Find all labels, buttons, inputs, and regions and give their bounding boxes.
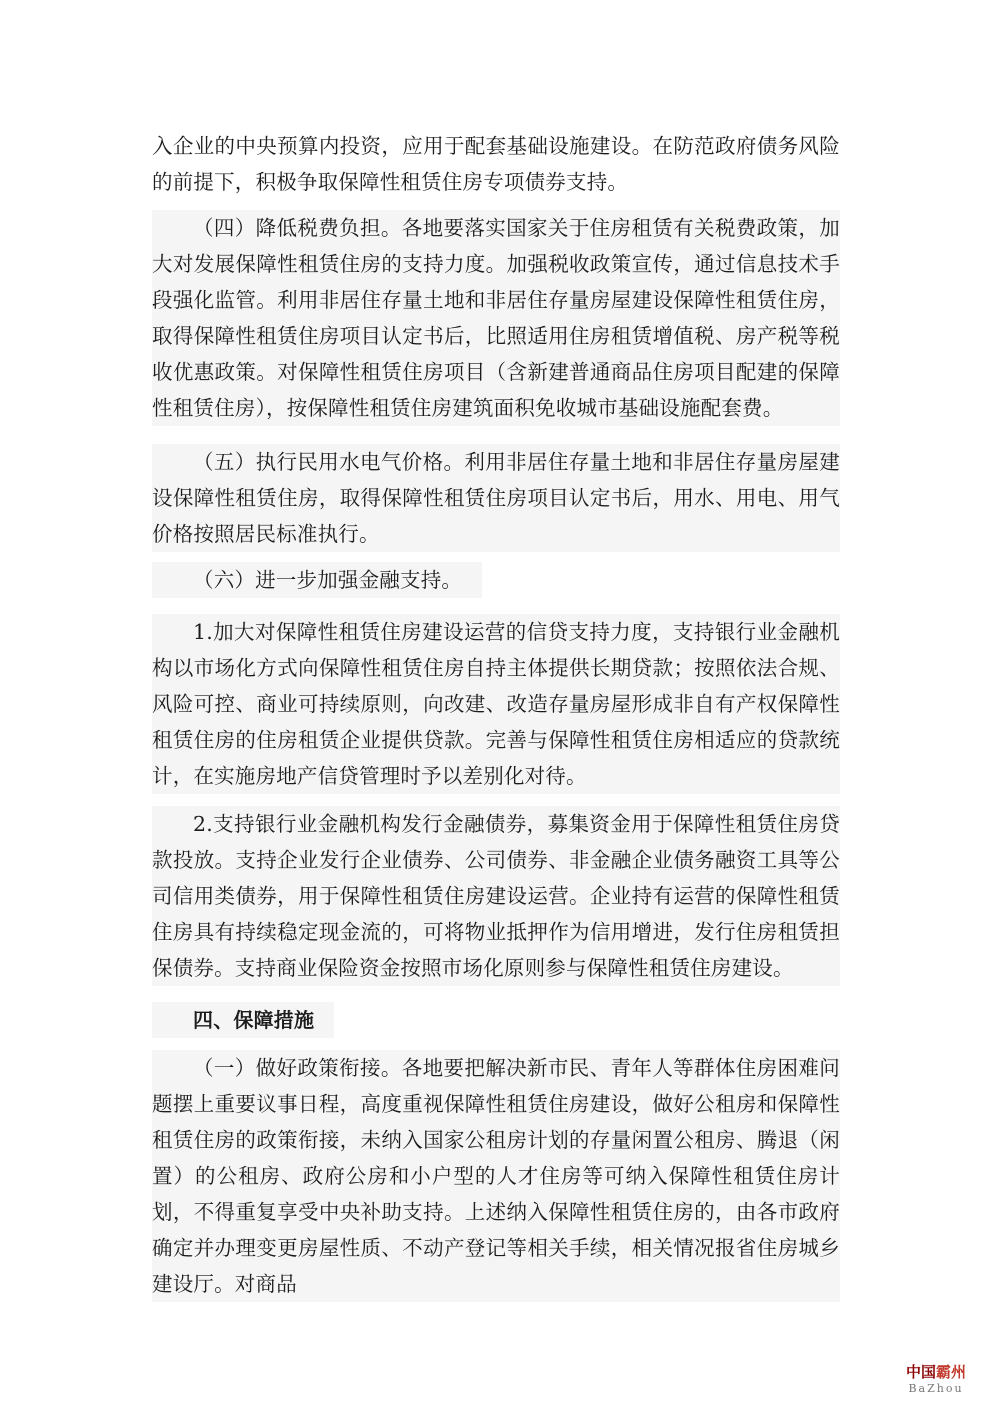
- watermark-text-b: 霸州: [936, 1363, 967, 1381]
- watermark-text-latin: BaZhou: [908, 1382, 964, 1395]
- watermark-text-a: 中国: [905, 1363, 936, 1381]
- paragraph-credit-support: 1.加大对保障性租赁住房建设运营的信贷支持力度，支持银行业金融机构以市场化方式向保障性租赁住房自持主体提供长期贷款；按照依法合规、风险可控、商业可持续原则，向改建、改造存量房屋形成非自有产权保障性租赁住房的住房租赁企业提供贷款。完善与保障性租赁住房相适应的贷款统计，在实施房地产信贷管理时予以差别化对待。: [152, 614, 840, 794]
- section-heading-safeguards: 四、保障措施: [152, 1002, 334, 1038]
- paragraph-utility-prices: （五）执行民用水电气价格。利用非居住存量土地和非居住存量房屋建设保障性租赁住房，取得保障性租赁住房项目认定书后，用水、用电、用气价格按照居民标准执行。: [152, 444, 840, 552]
- paragraph-continuation: 入企业的中央预算内投资，应用于配套基础设施建设。在防范政府债务风险的前提下，积极争取保障性租赁住房专项债券支持。: [152, 134, 840, 194]
- site-watermark-logo: [900, 1365, 972, 1394]
- paragraph-policy-connection: （一）做好政策衔接。各地要把解决新市民、青年人等群体住房困难问题摆上重要议事日程，高度重视保障性租赁住房建设，做好公租房和保障性租赁住房的政策衔接，未纳入国家公租房计划的存量闲置公租房、腾退（闲置）的公租房、政府公房和小户型的人才住房等可纳入保障性租赁住房计划，不得重复享受中央补助支持。上述纳入保障性租赁住房的，由各市政府确定并办理变更房屋性质、不动产登记等相关手续，相关情况报省住房城乡建设厅。对商品: [152, 1050, 840, 1302]
- paragraph-bond-issuance: 2.支持银行业金融机构发行金融债券，募集资金用于保障性租赁住房贷款投放。支持企业发行企业债券、公司债券、非金融企业债务融资工具等公司信用类债券，用于保障性租赁住房建设运营。企业持有运营的保障性租赁住房具有持续稳定现金流的，可将物业抵押作为信用增进，发行住房租赁担保债券。支持商业保险资金按照市场化原则参与保障性租赁住房建设。: [152, 806, 840, 986]
- paragraph-tax-relief: （四）降低税费负担。各地要落实国家关于住房租赁有关税费政策，加大对发展保障性租赁住房的支持力度。加强税收政策宣传，通过信息技术手段强化监管。利用非居住存量土地和非居住存量房屋建设保障性租赁住房，取得保障性租赁住房项目认定书后，比照适用住房租赁增值税、房产税等税收优惠政策。对保障性租赁住房项目（含新建普通商品住房项目配建的保障性租赁住房），按保障性租赁住房建筑面积免收城市基础设施配套费。: [152, 210, 840, 426]
- paragraph-financial-support-heading: （六）进一步加强金融支持。: [152, 562, 482, 598]
